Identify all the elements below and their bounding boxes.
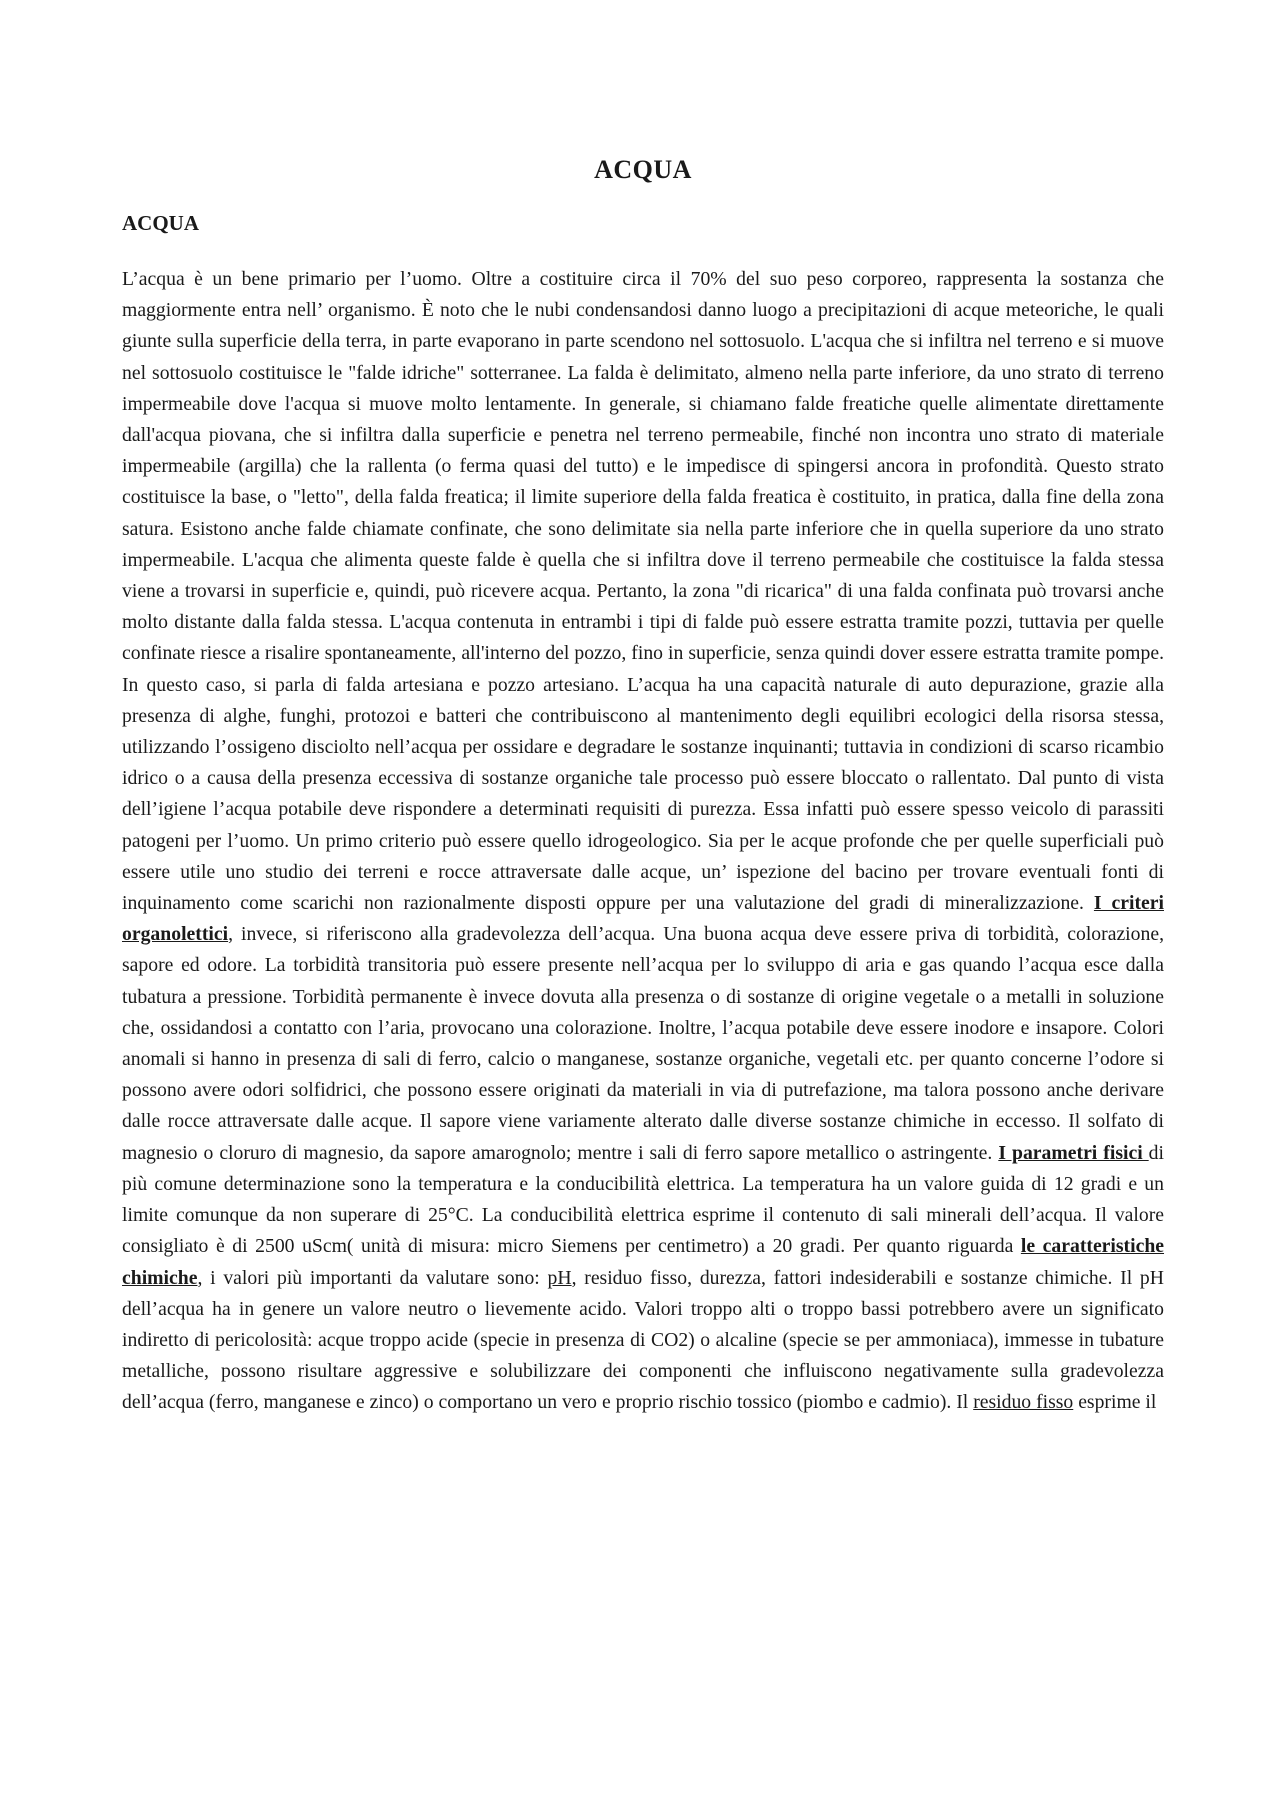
document-page <box>122 150 1164 1419</box>
link-caratteristiche-chimiche[interactable]: le caratteristiche chimiche <box>122 1235 1165 1289</box>
paragraph-text: , residuo fisso, durezza, fattori indesiderabili e sostanze chimiche. Il pH dell’acqua ha in genere un valore neutro o lievemente acido. Valori troppo alti o troppo bassi potrebbero avere un significato indiretto di pericolosità: acque troppo acide (specie in presenza di CO2) o alcaline (specie se per ammoniaca), immesse in tubature metalliche, possono risultare aggressive e solubilizzare dei componenti che influiscono negativamente sulla gradevolezza dell’acqua (ferro, manganese e zinco) o comportano un vero e proprio rischio tossico (piombo e cadmio). Il <box>122 1266 1164 1414</box>
body-paragraph <box>122 264 1164 1419</box>
section-heading: ACQUA <box>122 211 199 235</box>
paragraph-text: esprime il <box>1073 1391 1157 1414</box>
link-residuo-fisso[interactable]: residuo fisso <box>973 1391 1074 1414</box>
link-criteri-organolettici[interactable]: I criteri organolettici <box>122 892 1164 946</box>
paragraph-text: , invece, si riferiscono alla gradevolezza dell’acqua. Una buona acqua deve essere priva di torbidità, colorazione, sapore ed odore. La torbidità transitoria può essere presente nell’acqua per lo sviluppo di aria e gas quando l’acqua esce dalla tubatura a pressione. Torbidità permanente è invece dovuta alla presenza o di sostanze di origine vegetale o a metalli in soluzione che, ossidandosi a contatto con l’aria, provocano una colorazione. Inoltre, l’acqua potabile deve essere inodore e insapore. Colori anomali si hanno in presenza di sali di ferro, calcio o manganese, sostanze organiche, vegetali etc. per quanto concerne l’odore si possono avere odori solfidrici, che possono essere originati da materiali in via di putrefazione, ma talora possono anche derivare dalle rocce attraversate dalle acque. Il sapore viene variamente alterato dalle diverse sostanze chimiche in eccesso. Il solfato di magnesio o cloruro di magnesio, da sapore amarognolo; mentre i sali di ferro sapore metallico o astringente. <box>122 923 1164 1164</box>
paragraph-text: L’acqua è un bene primario per l’uomo. Oltre a costituire circa il 70% del suo peso corporeo, rappresenta la sostanza che maggiormente entra nell’ organismo. È noto che le nubi condensandosi danno luogo a precipitazioni di acque meteoriche, le quali giunte sulla superficie della terra, in parte evaporano in parte scendono nel sottosuolo. L'acqua che si infiltra nel terreno e si muove nel sottosuolo costituisce le "falde idriche" sotterranee. La falda è delimitato, almeno nella parte inferiore, da uno strato di terreno impermeabile dove l'acqua si muove molto lentamente. In generale, si chiamano falde freatiche quelle alimentate direttamente dall'acqua piovana, che si infiltra dalla superficie e penetra nel terreno permeabile, finché non incontra uno strato di materiale impermeabile (argilla) che la rallenta (o ferma quasi del tutto) e le impedisce di spingersi ancora in profondità. Questo strato costituisce la base, o "letto", della falda freatica; il limite superiore della falda freatica è costituito, in pratica, dalla fine della zona satura. Esistono anche falde chiamate confinate, che sono delimitate sia nella parte inferiore che in quella superiore da uno strato impermeabile. L'acqua che alimenta queste falde è quella che si infiltra dove il terreno permeabile che costituisce la falda stessa viene a trovarsi in superficie e, quindi, può ricevere acqua. Pertanto, la zona "di ricarica" di una falda confinata può trovarsi anche molto distante dalla falda stessa. L'acqua contenuta in entrambi i tipi di falde può essere estratta tramite pozzi, tuttavia per quelle confinate riesce a risalire spontaneamente, all'interno del pozzo, fino in superficie, senza quindi dover essere estratta tramite pompe. In questo caso, si parla di falda artesiana e pozzo artesiano. L’acqua ha una capacità naturale di auto depurazione, grazie alla presenza di alghe, funghi, protozoi e batteri che contribuiscono al mantenimento degli equilibri ecologici della risorsa stessa, utilizzando l’ossigeno disciolto nell’acqua per ossidare e degradare le sostanze inquinanti; tuttavia in condizioni di scarso ricambio idrico o a causa della presenza eccessiva di sostanze organiche tale processo può essere bloccato o rallentato. Dal punto di vista dell’igiene l’acqua potabile deve rispondere a determinati requisiti di purezza. Essa infatti può essere spesso veicolo di parassiti patogeni per l’uomo. Un primo criterio può essere quello idrogeologico. Sia per le acque profonde che per quelle superficiali può essere utile uno studio dei terreni e rocce attraversate dalle acque, un’ ispezione del bacino per trovare eventuali fonti di inquinamento come scarichi non razionalmente disposti oppure per una valutazione del gradi di mineralizzazione. <box>122 268 1164 915</box>
document-title: ACQUA <box>594 155 692 184</box>
link-ph[interactable]: pH <box>547 1266 572 1289</box>
paragraph-text: , i valori più importanti da valutare sono: <box>197 1266 548 1289</box>
link-parametri-fisici[interactable]: I parametri fisici <box>998 1141 1149 1164</box>
paragraph-text: di più comune determinazione sono la temperatura e la conducibilità elettrica. La temperatura ha un valore guida di 12 gradi e un limite comunque da non superare di 25°C. La conducibilità elettrica esprime il contenuto di sali minerali dell’acqua. Il valore consigliato è di 2500 uScm( unità di misura: micro Siemens per centimetro) a 20 gradi. Per quanto riguarda <box>122 1141 1164 1258</box>
